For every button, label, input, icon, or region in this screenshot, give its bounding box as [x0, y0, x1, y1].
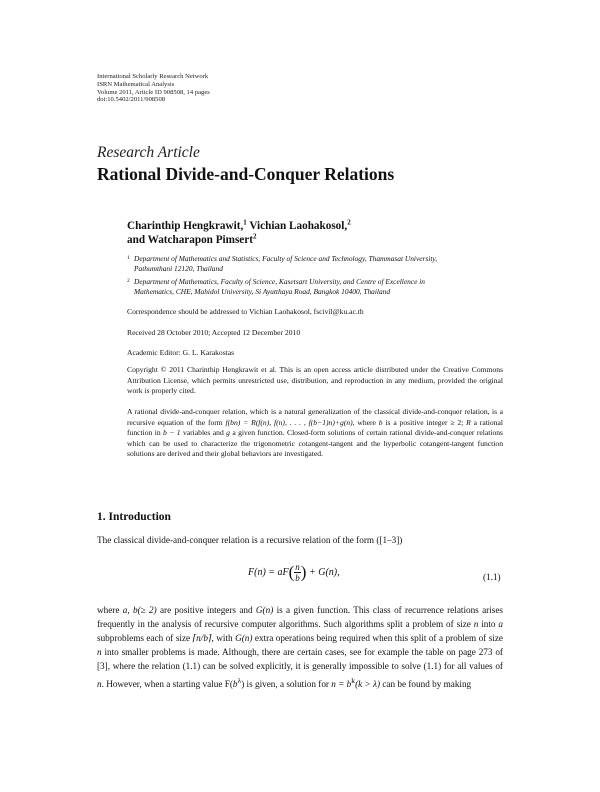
journal-volume: Volume 2011, Article ID 908508, 14 pages [97, 88, 210, 96]
abstract-math: b [378, 417, 383, 427]
abstract-text: a rational function in [127, 417, 503, 437]
abstract-math: g [226, 428, 230, 437]
affiliation-1 [127, 254, 507, 274]
body-text: into [478, 618, 499, 629]
equation-number: (1.1) [483, 572, 501, 582]
body-text: subproblems each of size [97, 632, 193, 643]
body-math: a [498, 618, 504, 629]
abstract-math: R [466, 417, 471, 427]
body-text: ) is given, a solution for [241, 678, 332, 689]
body-math: G(n) [235, 632, 253, 643]
body-text: . However, when a starting value F( [101, 678, 233, 689]
body-paragraph [97, 604, 503, 692]
author-list [127, 219, 351, 247]
correspondence: Correspondence should be addressed to Vichian Laohakosol, fscivil@ku.ac.th [127, 307, 364, 316]
author-1-affil: 1 [243, 218, 247, 227]
received-accepted-dates: Received 28 October 2010; Accepted 12 December 2010 [127, 328, 301, 337]
fraction-denominator: b [295, 573, 300, 583]
right-paren: ) [300, 562, 307, 582]
affiliation-2-line1: Department of Mathematics, Faculty of Science, Kasetsart University, and Centre of Excellence in [134, 277, 425, 286]
body-text: are positive integers and [156, 605, 256, 615]
author-2: Vichian Laohakosol, [249, 220, 348, 232]
abstract-text: , where [352, 417, 379, 427]
body-math: b [232, 678, 238, 689]
equation-lhs: F(n) = aF [248, 566, 289, 578]
affiliation-1-number: 1 [127, 255, 130, 261]
body-math-sup: λ [237, 675, 242, 685]
equation-1-1 [248, 562, 340, 583]
abstract-math: b − 1 [163, 428, 181, 437]
abstract-equation: f(bn) = R(f(n), f(n), . . . , f(b−1)n)+g(n) [225, 417, 353, 427]
body-math: n [473, 618, 479, 629]
abstract-text: variables and [180, 428, 227, 437]
body-math: n = b [331, 678, 352, 689]
copyright-notice: Copyright © 2011 Charinthip Hengkrawit et al. This is an open access article distributed under the Creative Commons Attribution License, which permits unrestricted use, distribution, and reproduction in any medium, provided the original work is properly cited. [127, 365, 503, 395]
body-math: a, b(≥ 2) [122, 605, 157, 615]
body-math: n [97, 646, 102, 657]
abstract-text: is a positive integer ≥ 2; [382, 417, 467, 427]
body-math-sup: k [351, 675, 356, 685]
body-text: into smaller problems is made. Although, there are certain cases, see for example the table on page 273 of [3], where the relation (1.1) can be solved explicitly, it is generally impossible to solve (1.1) for all values of [97, 646, 503, 671]
journal-doi[interactable]: doi:10.5402/2011/908508 [97, 96, 166, 104]
body-math: n [97, 678, 102, 689]
affiliation-2 [127, 277, 507, 297]
author-1: Charinthip Hengkrawit, [127, 220, 244, 232]
author-3: and Watcharapon Pimsert [127, 234, 253, 246]
body-text: is a given function. This class of recurrence relations arises frequently in the analysis of recursive computer algorithms. Such algorithms split a problem of size [97, 605, 503, 629]
body-text: where [97, 605, 123, 615]
equation-rhs: + G(n), [308, 566, 340, 578]
body-text: , with [211, 632, 236, 643]
journal-series: ISRN Mathematical Analysis [97, 80, 175, 88]
body-text: can be found by making [380, 678, 472, 689]
affiliation-2-number: 2 [127, 278, 130, 284]
abstract [127, 407, 503, 460]
body-text: extra operations being required when this split of a problem of size [252, 632, 503, 643]
body-math: ⌈n/b⌉ [192, 632, 212, 643]
left-paren: ( [288, 562, 295, 582]
body-math: (k > λ) [355, 678, 381, 689]
abstract-text: A rational divide-and-conquer relation, which is a natural generalization of the classical divide-and-conquer relation, is a recursive equation of the form [127, 407, 503, 427]
section-heading-introduction: 1. Introduction [97, 511, 171, 523]
article-type: Research Article [97, 144, 200, 161]
abstract-text: a given function. Closed-form solutions of certain rational divide-and-conquer relations which can be used to characterize the trigonometric cotangent-tangent and the hyperbolic cotangent-tangent function solutions are derived and their global behaviors are investigated. [127, 428, 504, 458]
affiliation-1-line2: Pathumthani 12120, Thailand [134, 264, 223, 274]
author-3-affil: 2 [252, 232, 257, 241]
affiliation-2-line2: Mathematics, CHE, Mahidol University, Si Ayutthaya Road, Bangkok 10400, Thailand [134, 287, 391, 297]
academic-editor: Academic Editor: G. L. Karakostas [127, 348, 235, 357]
paper-title: Rational Divide-and-Conquer Relations [97, 164, 395, 184]
affiliation-1-line1: Department of Mathematics and Statistics, Faculty of Science and Technology, Thammasat University, [134, 254, 438, 263]
journal-header [97, 73, 210, 104]
author-2-affil: 2 [347, 218, 351, 227]
fraction-numerator: n [295, 562, 300, 572]
intro-sentence: The classical divide-and-conquer relation is a recursive relation of the form ([1–3]) [97, 535, 403, 545]
journal-name: International Scholarly Research Network [97, 73, 209, 80]
body-math: G(n) [255, 605, 274, 615]
